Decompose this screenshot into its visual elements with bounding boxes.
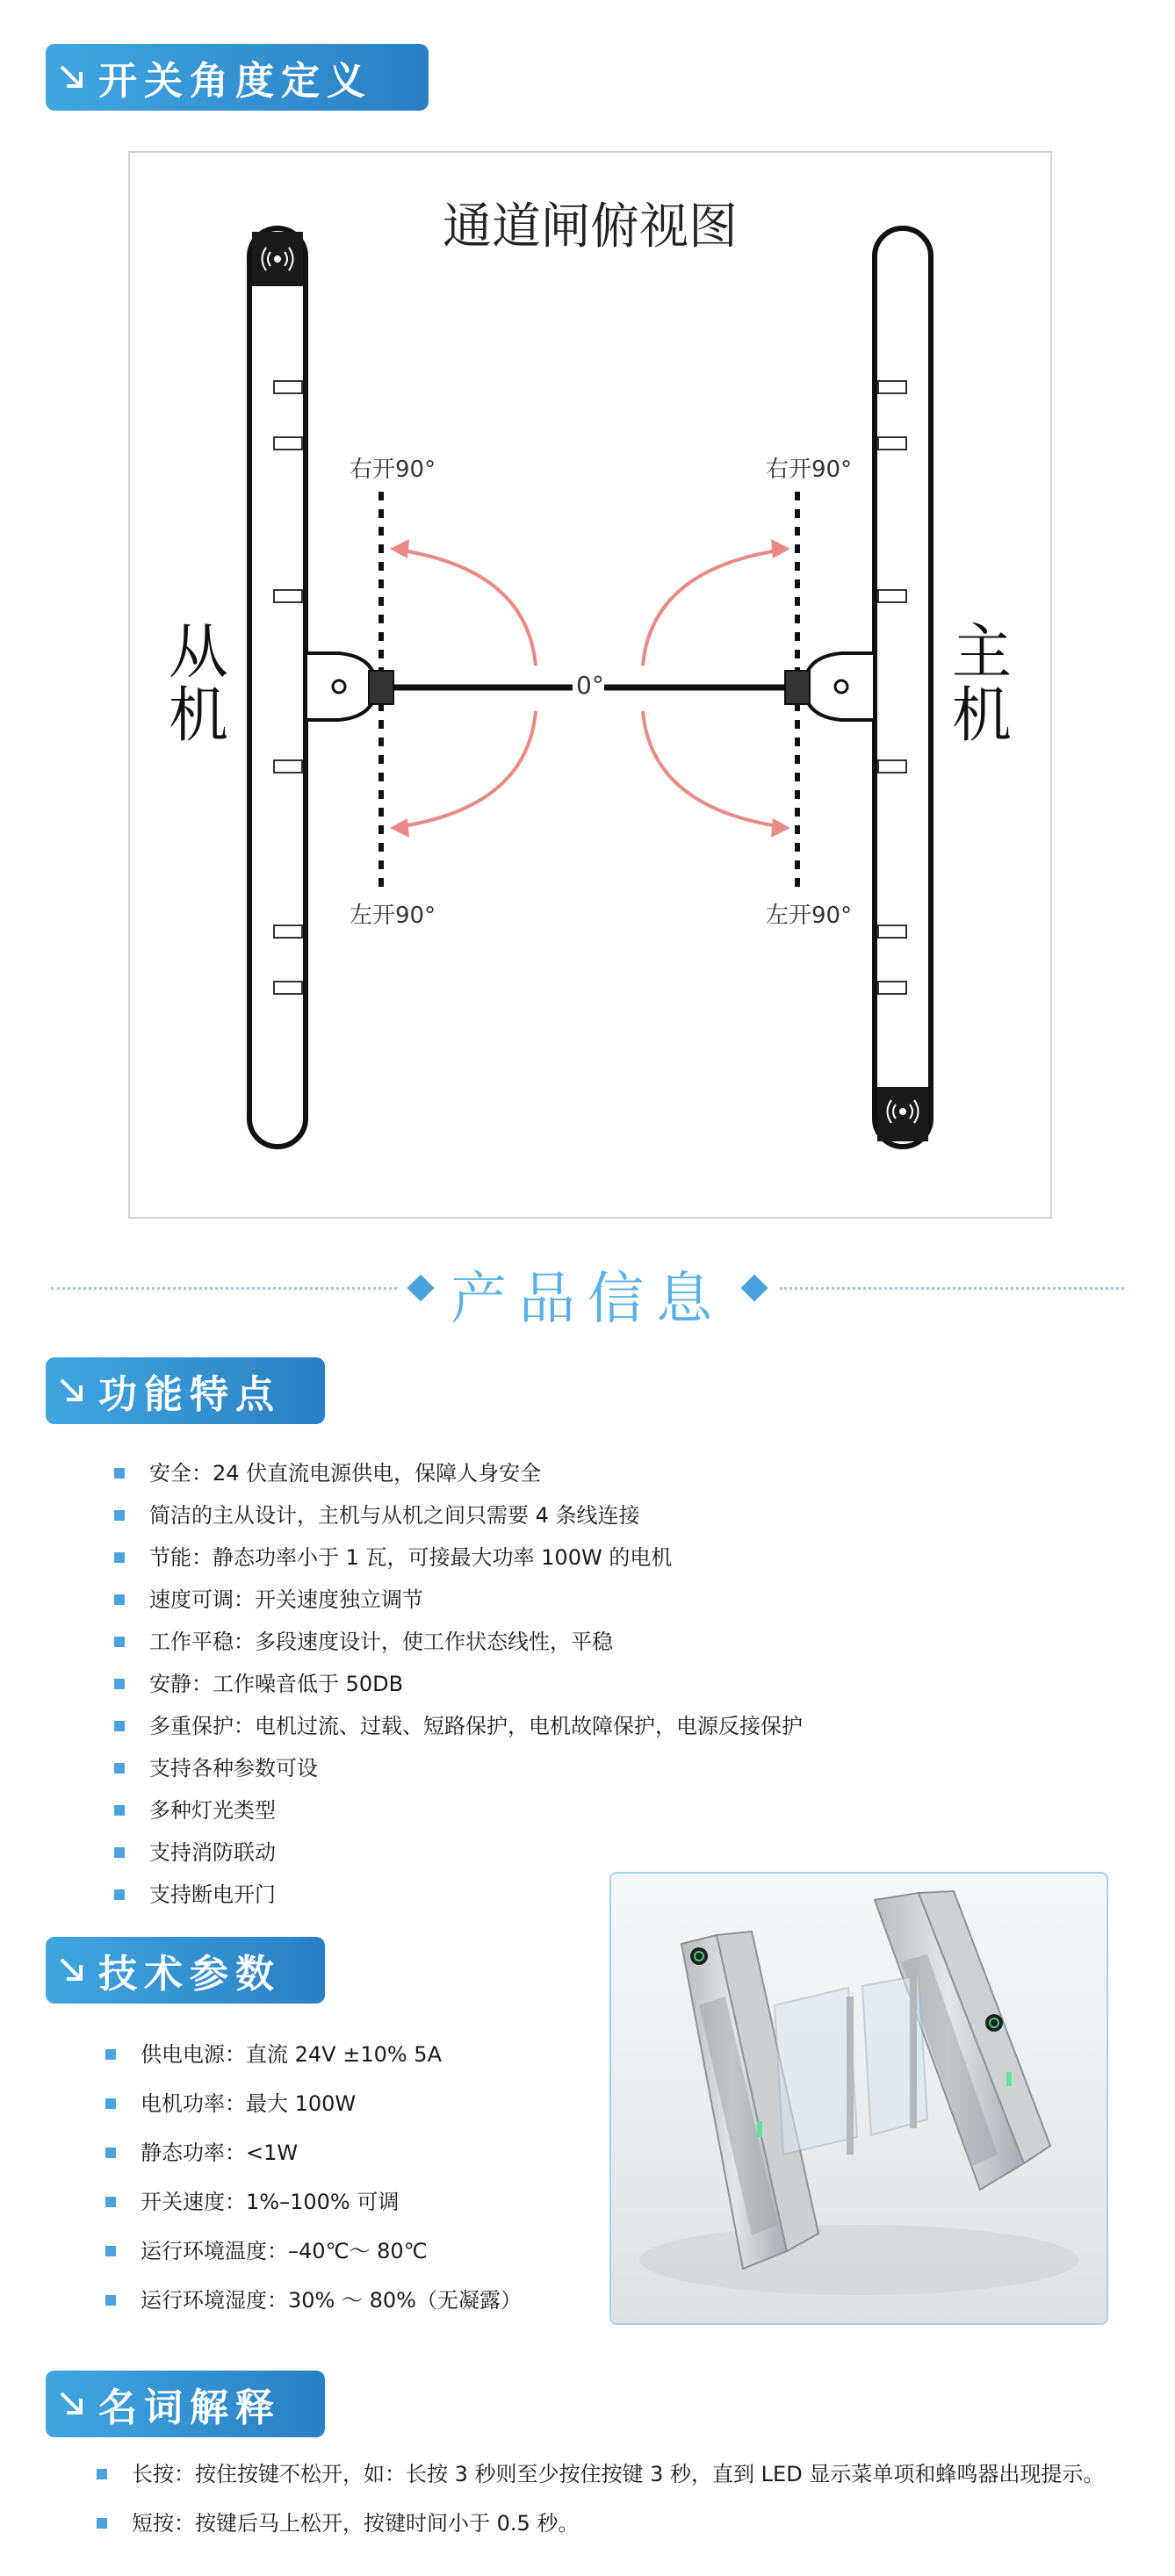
feature-list: [109, 1452, 803, 1916]
section-title: 名词解释: [98, 2385, 281, 2430]
list-item: 支持各种参数可设: [109, 1747, 803, 1789]
list-item: 安全：24 伏直流电源供电，保障人身安全: [109, 1452, 803, 1494]
list-item: 运行环境湿度：30% ～ 80%（无凝露）: [100, 2276, 522, 2325]
swing-gate-illustration: [611, 1874, 1107, 2323]
section-badge-features: [46, 1357, 325, 1424]
list-item: 多重保护：电机过流、过载、短路保护，电机故障保护，电源反接保护: [109, 1705, 803, 1747]
list-item: 电机功率：最大 100W: [100, 2079, 522, 2128]
arrow-down-right-icon: [46, 2371, 98, 2437]
right-open-label-right: 右开90°: [766, 457, 853, 483]
list-item: 支持消防联动: [109, 1831, 803, 1874]
divider-line-right: [780, 1287, 1124, 1290]
list-item: 支持断电开门: [109, 1874, 803, 1916]
product-info-title: 产品信息: [451, 1267, 724, 1332]
list-item: 静态功率：<1W: [100, 2128, 522, 2177]
left-open-label-left: 左开90°: [350, 903, 436, 929]
list-item: 速度可调：开关速度独立调节: [109, 1579, 803, 1621]
list-item: 长按：按住按键不松开，如：长按 3 秒则至少按住按键 3 秒，直到 LED 显示菜单项和蜂鸣器出现提示。: [91, 2450, 1104, 2499]
arrow-down-right-icon: [46, 44, 98, 111]
left-post: [249, 228, 306, 1147]
product-info-divider: [51, 1257, 1124, 1332]
spec-list: [100, 2030, 522, 2325]
right-open-label-left: 右开90°: [350, 457, 436, 483]
left-open-label-right: 左开90°: [766, 903, 853, 929]
right-post: [875, 228, 931, 1147]
slave-unit-label: 从 机: [168, 618, 228, 751]
glossary-list: [91, 2450, 1104, 2548]
right-pivot: [785, 671, 810, 704]
list-item: 工作平稳：多段速度设计，使工作状态线性，平稳: [109, 1621, 803, 1663]
section-badge-glossary: [46, 2371, 325, 2437]
gate-top-view-diagram: [128, 151, 1052, 1219]
list-item: 开关速度：1%–100% 可调: [100, 2177, 522, 2227]
arrow-down-right-icon: [46, 1937, 98, 2004]
diagram-title: 通道闸俯视图: [443, 198, 738, 255]
list-item: 节能：静态功率小于 1 瓦，可接最大功率 100W 的电机: [109, 1536, 803, 1579]
product-photo: [609, 1872, 1108, 2325]
list-item: 供电电源：直流 24V ±10% 5A: [100, 2030, 522, 2079]
section-title: 技术参数: [98, 1952, 281, 1997]
list-item: 运行环境温度：–40℃～ 80℃: [100, 2227, 522, 2276]
list-item: 简洁的主从设计，主机与从机之间只需要 4 条线连接: [109, 1494, 803, 1536]
zero-angle-label: 0°: [576, 671, 604, 700]
section-title: 开关角度定义: [98, 59, 372, 104]
list-item: 多种灯光类型: [109, 1789, 803, 1831]
section-badge-open-angle: [46, 44, 429, 111]
left-pivot: [369, 671, 393, 704]
master-unit-label: 主 机: [951, 618, 1012, 751]
list-item: 安静：工作噪音低于 50DB: [109, 1663, 803, 1705]
section-badge-specs: [46, 1937, 325, 2004]
list-item: 短按：按键后马上松开，按键时间小于 0.5 秒。: [91, 2499, 1104, 2548]
arrow-down-right-icon: [46, 1357, 98, 1424]
section-title: 功能特点: [98, 1372, 281, 1417]
